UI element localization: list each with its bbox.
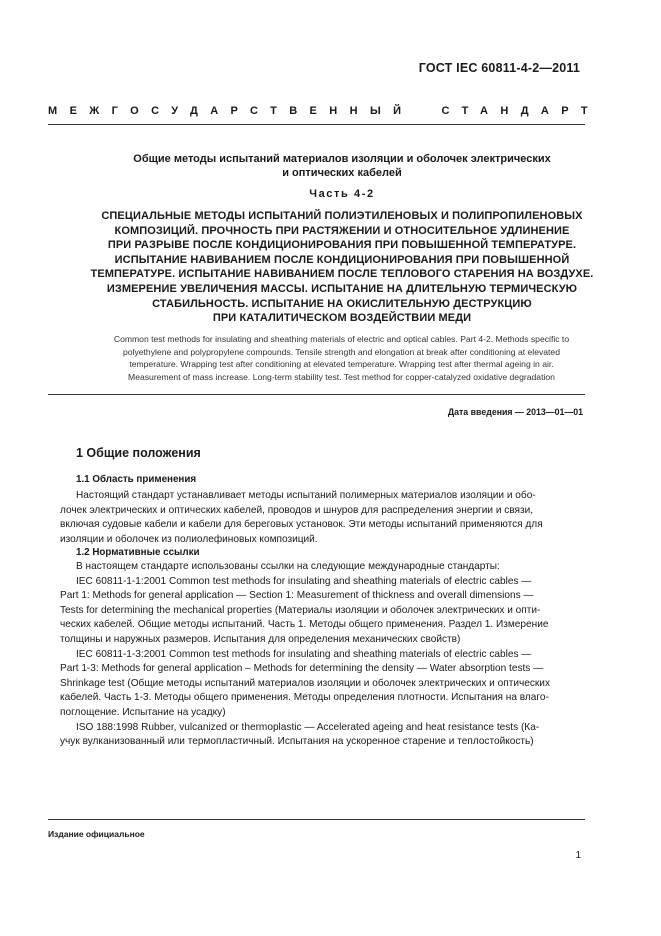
interstate-standard-heading	[48, 105, 600, 117]
page-number: 1	[575, 850, 581, 861]
date-of-introduction: Дата введения — 2013—01—01	[447, 407, 583, 417]
official-edition-label: Издание официальное	[48, 829, 145, 839]
english-title: Common test methods for insulating and sheathing materials of electric and optical cables. Part 4-2. Methods specific to polyethylene and polypropylene compounds. Tensile strength and elongation at break after conditioning at elevated temperature. Wrapping test after conditioning at elevated temperature. Wrapping test after thermal ageing in air. Measurement of mass increase. Long-term stability test. Test method for copper-catalyzed oxidative degradation	[113, 334, 570, 382]
footer-rule	[48, 819, 585, 820]
section-title: 1 Общие положения	[76, 446, 201, 460]
header-rule	[48, 124, 585, 125]
interstate-word: МЕЖГОСУДАРСТВЕННЫЙ	[48, 105, 414, 117]
normative-references-list: В настоящем стандарте использованы ссылки на следующие международные стандарты: IEC 60811-1-1:2001 Common test methods for insulating and sheathing materials of electric cables — Part 1: Methods for general application — Section 1: Measurement of thickness and overall dimensions — Tests for determining the mechanical properties (Материалы изоляции и оболочек электрических и опти- ческих кабелей. Общие методы испытаний. Часть 1. Методы общего применения. Раздел 1. Измерение толщины и наружных размеров. Испытания для определения механических свойств) IEC 60811-1-3:2001 Common test methods for insulating and sheathing materials of electric cables — Part 1-3: Methods for general application – Methods for determining the density — Water absorption tests — Shrinkage test (Общие методы испытаний материалов изоляции и оболочек электрических и оптических кабелей. Часть 1-3. Методы общего применения. Методы определения плотности. Испытания на влаго- поглощение. Испытание на усадку) ISO 188:1998 Rubber, vulcanized or thermoplastic — Accelerated ageing and heat resistance tests (Ка- учук вулканизованный или термопластичный. Испытания на ускоренное старение и теплостойкость)	[60, 561, 550, 748]
document-title: Общие методы испытаний материалов изоляции и оболочек электрических и оптических кабелей	[133, 153, 551, 179]
standard-code: ГОСТ IEC 60811-4-2—2011	[418, 61, 580, 75]
document-subtitle: СПЕЦИАЛЬНЫЕ МЕТОДЫ ИСПЫТАНИЙ ПОЛИЭТИЛЕНОВЫХ И ПОЛИПРОПИЛЕНОВЫХ КОМПОЗИЦИЙ. ПРОЧНОСТЬ ПРИ РАСТЯЖЕНИИ И ОТНОСИТЕЛЬНОЕ УДЛИНЕНИЕ ПРИ РАЗРЫВЕ ПОСЛЕ КОНДИЦИОНИРОВАНИЯ ПРИ ПОВЫШЕННОЙ ТЕМПЕРАТУРЕ. ИСПЫТАНИЕ НАВИВАНИЕМ ПОСЛЕ КОНДИЦИОНИРОВАНИЯ ПРИ ПОВЫШЕННОЙ ТЕМПЕРАТУРЕ. ИСПЫТАНИЕ НАВИВАНИЕМ ПОСЛЕ ТЕПЛОВОГО СТАРЕНИЯ НА ВОЗДУХЕ. ИЗМЕРЕНИЕ УВЕЛИЧЕНИЯ МАССЫ. ИСПЫТАНИЕ НА ДЛИТЕЛЬНУЮ ТЕРМИЧЕСКУЮ СТАБИЛЬНОСТЬ. ИСПЫТАНИЕ НА ОКИСЛИТЕЛЬНУЮ ДЕСТРУКЦИЮ ПРИ КАТАЛИТИЧЕСКОМ ВОЗДЕЙСТВИИ МЕДИ	[90, 210, 594, 325]
part-label: Часть 4-2	[309, 188, 375, 200]
title-rule	[48, 394, 585, 395]
normative-references-heading: 1.2 Нормативные ссылки	[76, 547, 200, 558]
standard-word: СТАНДАРТ	[441, 105, 600, 117]
scope-heading: 1.1 Область применения	[76, 474, 197, 485]
scope-paragraph: Настоящий стандарт устанавливает методы испытаний полимерных материалов изоляции и обо- лочек электрических и оптических кабелей, проводов и шнуров для распределения энергии и связи, включая судовые кабели и кабели для береговых установок. Эти методы испытаний применяются для изоляции и оболочек из полиолефиновых композиций.	[60, 490, 543, 545]
